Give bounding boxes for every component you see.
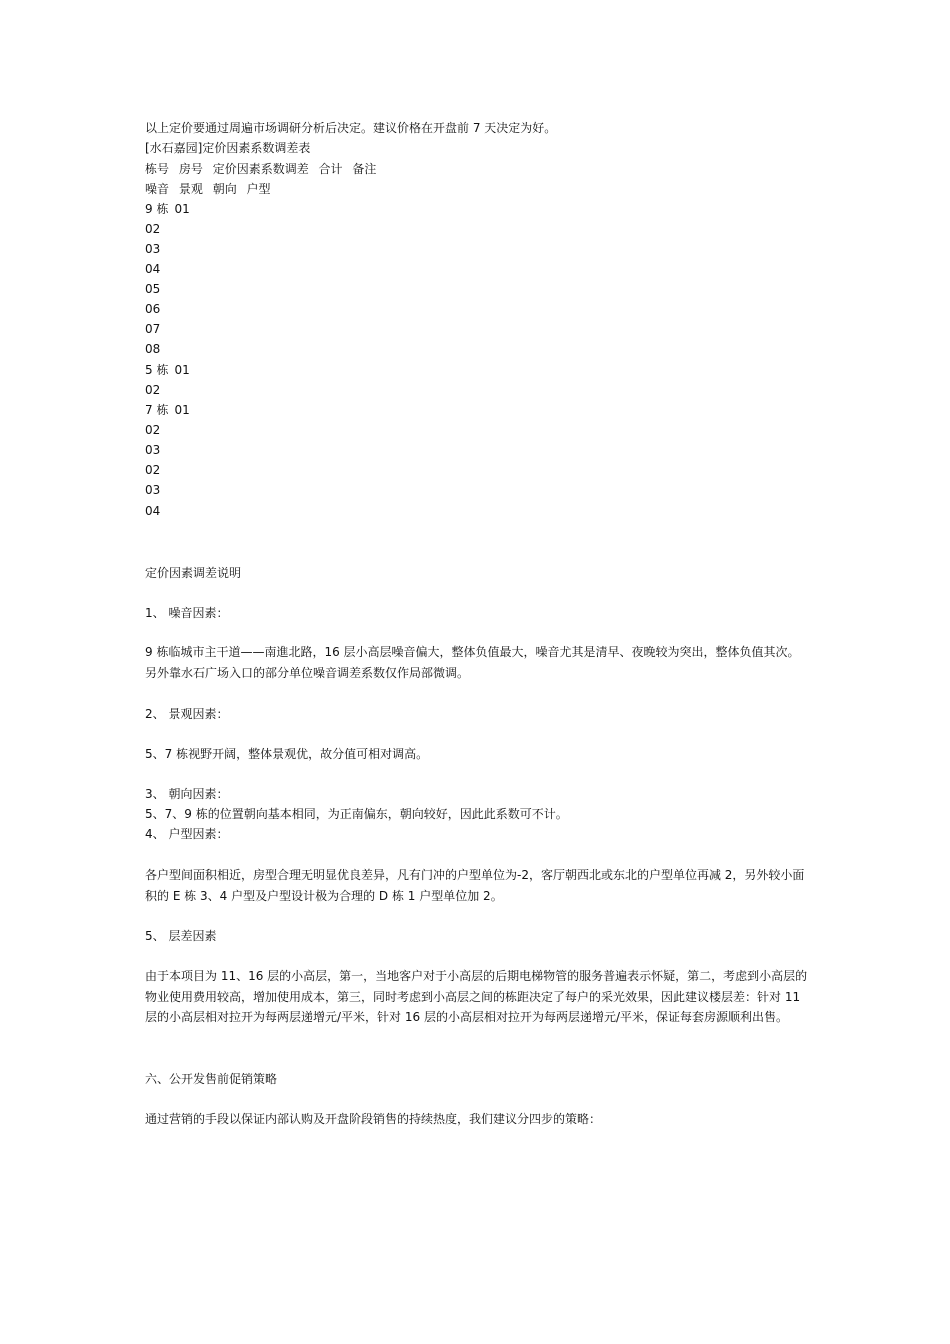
row-room: 01 <box>174 403 190 417</box>
table-row <box>145 440 810 460</box>
subheader-view: 景观 <box>178 182 203 196</box>
table-row <box>145 460 810 480</box>
layout-paragraph: 各户型间面积相近，房型合理无明显优良差异，凡有门冲的户型单位为-2，客厅朝西北或东北的户型单位再减 2，另外较小面积的 E 栋 3、4 户型及户型设计极为合理的 D 栋 1 户型单位加 2。 <box>145 868 805 903</box>
row-room: 07 <box>145 322 161 336</box>
table-row <box>145 480 810 500</box>
row-room: 02 <box>145 383 161 397</box>
subheader-noise: 噪音 <box>145 182 170 196</box>
row-room: 03 <box>145 483 161 497</box>
row-building: 7 栋 <box>145 403 169 417</box>
intro-line: 以上定价要通过周遍市场调研分析后决定。建议价格在开盘前 7 天决定为好。 <box>145 121 557 135</box>
header-factor: 定价因素系数调差 <box>212 162 309 176</box>
view-heading: 2、 景观因素： <box>145 707 229 721</box>
header-room: 房号 <box>178 162 203 176</box>
row-room: 02 <box>145 423 161 437</box>
table-row <box>145 259 810 279</box>
table-title: [水石嘉园]定价因素系数调差表 <box>145 141 311 155</box>
header-building: 栋号 <box>145 162 170 176</box>
row-room: 02 <box>145 222 161 236</box>
table-subheader-row <box>145 179 810 199</box>
promo-title: 六、公开发售前促销策略 <box>145 1072 278 1086</box>
row-room: 08 <box>145 342 161 356</box>
subheader-orientation: 朝向 <box>212 182 237 196</box>
table-row <box>145 299 810 319</box>
row-room: 04 <box>145 262 161 276</box>
row-room: 06 <box>145 302 161 316</box>
table-header-row <box>145 159 810 179</box>
table-row <box>145 420 810 440</box>
subheader-layout: 户型 <box>246 182 271 196</box>
table-row <box>145 501 810 521</box>
header-total: 合计 <box>318 162 343 176</box>
row-room: 02 <box>145 463 161 477</box>
row-building: 5 栋 <box>145 363 169 377</box>
table-row <box>145 199 810 219</box>
row-room: 05 <box>145 282 161 296</box>
row-building: 9 栋 <box>145 202 169 216</box>
view-paragraph: 5、7 栋视野开阔，整体景观优，故分值可相对调高。 <box>145 747 429 761</box>
table-row <box>145 279 810 299</box>
table-row <box>145 239 810 259</box>
row-room: 01 <box>174 202 190 216</box>
floor-paragraph: 由于本项目为 11、16 层的小高层，第一，当地客户对于小高层的后期电梯物管的服务普遍表示怀疑，第二，考虑到小高层的物业使用费用较高，增加使用成本，第三，同时考虑到小高层之间的栋距决定了每户的采光效果，因此建议楼层差：针对 11 层的小高层相对拉开为每两层递增元/平米，针对 16 层的小高层相对拉开为每两层递增元/平米，保证每套房源顺利出售。 <box>145 969 808 1024</box>
table-row <box>145 339 810 359</box>
table-row <box>145 400 810 420</box>
row-room: 03 <box>145 242 161 256</box>
row-room: 03 <box>145 443 161 457</box>
noise-paragraph: 9 栋临城市主干道——南進北路，16 层小高层噪音偏大，整体负值最大，噪音尤其是清早、夜晚较为突出，整体负值其次。另外靠水石广场入口的部分单位噪音调差系数仅作局部微调。 <box>145 645 800 680</box>
orientation-paragraph: 5、7、9 栋的位置朝向基本相同，为正南偏东，朝向较好，因此此系数可不计。 <box>145 807 568 821</box>
section-title-explain: 定价因素调差说明 <box>145 566 242 580</box>
floor-heading: 5、 层差因素 <box>145 929 217 943</box>
orientation-heading: 3、 朝向因素： <box>145 787 229 801</box>
table-row <box>145 380 810 400</box>
header-note: 备注 <box>352 162 377 176</box>
table-row <box>145 219 810 239</box>
table-row <box>145 319 810 339</box>
layout-heading: 4、 户型因素： <box>145 827 229 841</box>
table-row <box>145 360 810 380</box>
row-room: 04 <box>145 504 161 518</box>
row-room: 01 <box>174 363 190 377</box>
noise-heading: 1、 噪音因素： <box>145 606 229 620</box>
promo-paragraph: 通过营销的手段以保证内部认购及开盘阶段销售的持续热度，我们建议分四步的策略： <box>145 1112 602 1126</box>
